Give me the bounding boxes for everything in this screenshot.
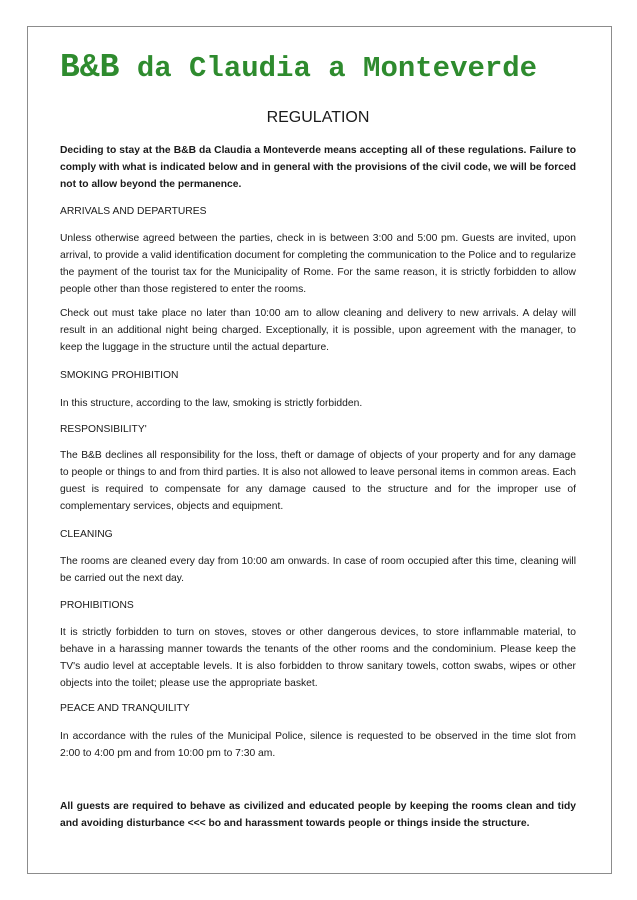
cleaning-paragraph: The rooms are cleaned every day from 10:00 am onwards. In case of room occupied after this time, cleaning will be carried out the next day. <box>60 556 576 584</box>
heading-prohibitions: PROHIBITIONS <box>60 600 134 611</box>
prohibitions-paragraph: It is strictly forbidden to turn on stoves, stoves or other dangerous devices, to store inflammable material, to behave in a harassing manner towards the tenants of the other rooms and the condominium. Please keep the TV's audio level at acceptable levels. It is also forbidden to throw sanitary towels, cotton swabs, wipes or other objects into the toilet; please use the appropriate basket. <box>60 627 576 689</box>
heading-responsibility: RESPONSIBILITY' <box>60 424 147 435</box>
intro-paragraph: Deciding to stay at the B&B da Claudia a Monteverde means accepting all of these regulations. Failure to comply with what is indicated below and in general with the provisions of the civil code, we will be forced not to allow beyond the permanence. <box>60 145 576 190</box>
title-brand: B&B <box>60 49 120 86</box>
closing-paragraph: All guests are required to behave as civilized and educated people by keeping the rooms clean and tidy and avoiding disturbance <<< bo and harassment towards people or things inside the structure. <box>60 801 576 829</box>
peace-paragraph: In accordance with the rules of the Municipal Police, silence is requested to be observed in the time slot from 2:00 to 4:00 pm and from 10:00 pm to 7:30 am. <box>60 731 576 759</box>
title-rest: da Claudia a Monteverde <box>119 52 538 85</box>
arrivals-paragraph-1: Unless otherwise agreed between the parties, check in is between 3:00 and 5:00 pm. Guests are invited, upon arrival, to provide a valid identification document for completing the communication to the Police and to regularize the payment of the tourist tax for the Municipality of Rome. For the same reason, it is strictly forbidden to allow people other than those registered to enter the rooms. <box>60 233 576 295</box>
smoking-paragraph: In this structure, according to the law, smoking is strictly forbidden. <box>60 398 363 409</box>
heading-cleaning: CLEANING <box>60 529 113 540</box>
heading-smoking: SMOKING PROHIBITION <box>60 370 179 381</box>
heading-peace: PEACE AND TRANQUILITY <box>60 703 190 714</box>
arrivals-paragraph-2: Check out must take place no later than 10:00 am to allow cleaning and delivery to new arrivals. A delay will result in an additional night being charged. Exceptionally, it is possible, upon agreement with the manager, to keep the luggage in the structure until the actual departure. <box>60 308 576 353</box>
document-subtitle: REGULATION <box>266 109 370 126</box>
page-title <box>60 50 537 87</box>
heading-arrivals: ARRIVALS AND DEPARTURES <box>60 206 207 217</box>
responsibility-paragraph: The B&B declines all responsibility for the loss, theft or damage of objects of your property and for any damage to people or things to and from third parties. It is also not allowed to leave personal items in common areas. Each guest is required to compensate for any damage caused to the structure and for the improper use of complementary services, objects and equipment. <box>60 450 576 512</box>
